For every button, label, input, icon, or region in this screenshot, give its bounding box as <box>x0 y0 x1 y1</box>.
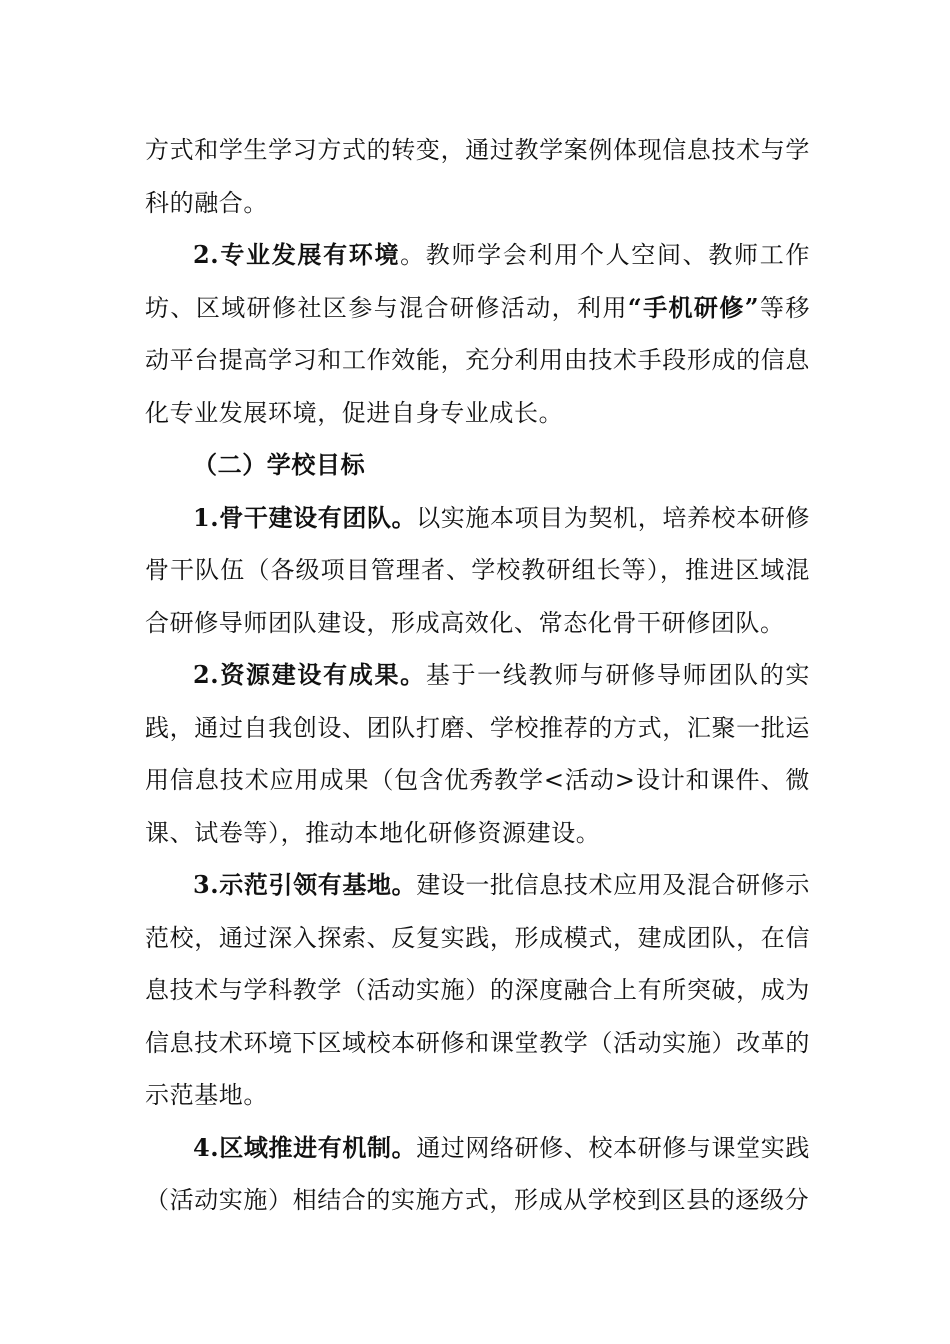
paragraph-text: 通过网络研修、校本研修与课堂实践（活动实施）相结合的实施方式，形成从学校到区县的逐级分 <box>145 1133 810 1214</box>
paragraph-lead: 3.示范引领有基地。 <box>193 870 417 899</box>
paragraph-text: 基于一线教师与研修导师团队的实践，通过自我创设、团队打磨、学校推荐的方式，汇聚一批运用信息技术应用成果（包含优秀教学<活动>设计和课件、微课、试卷等），推动本地化研修资源建设。 <box>145 661 810 847</box>
paragraph-backbone-team <box>145 492 810 650</box>
section-heading: （二）学校目标 <box>193 450 366 479</box>
paragraph-resource-building <box>145 649 810 859</box>
paragraph-text: 。教师学会利用个人空间、教师工作坊、区域研修社区参与混合研修活动，利用 <box>145 241 810 322</box>
paragraph-text: 以实施本项目为契机，培养校本研修骨干队伍（各级项目管理者、学校教研组长等），推进区域混合研修导师团队建设，形成高效化、常态化骨干研修团队。 <box>145 503 810 637</box>
paragraph-regional-mechanism <box>145 1122 810 1227</box>
paragraph-continuation <box>145 124 810 229</box>
paragraph-lead: 2.资源建设有成果。 <box>193 660 426 689</box>
paragraph-demonstration-base <box>145 859 810 1122</box>
paragraph-text: 方式和学生学习方式的转变，通过教学案例体现信息技术与学科的融合。 <box>145 136 810 217</box>
paragraph-text: 建设一批信息技术应用及混合研修示范校，通过深入探索、反复实践，形成模式，建成团队，在信息技术与学科教学（活动实施）的深度融合上有所突破，成为信息技术环境下区域校本研修和课堂教学（活动实施）改革的示范基地。 <box>145 871 810 1109</box>
document-page <box>145 124 810 1227</box>
paragraph-lead: 1.骨干建设有团队。 <box>193 502 417 532</box>
paragraph-professional-development <box>145 229 810 439</box>
paragraph-lead: 4.区域推进有机制。 <box>193 1132 417 1162</box>
paragraph-text: 等移动平台提高学习和工作效能，充分利用由技术手段形成的信息化专业发展环境，促进自身专业成长。 <box>145 293 810 427</box>
paragraph-lead: 2.专业发展有环境 <box>193 240 401 269</box>
paragraph-emphasis: “手机研修” <box>627 292 760 322</box>
